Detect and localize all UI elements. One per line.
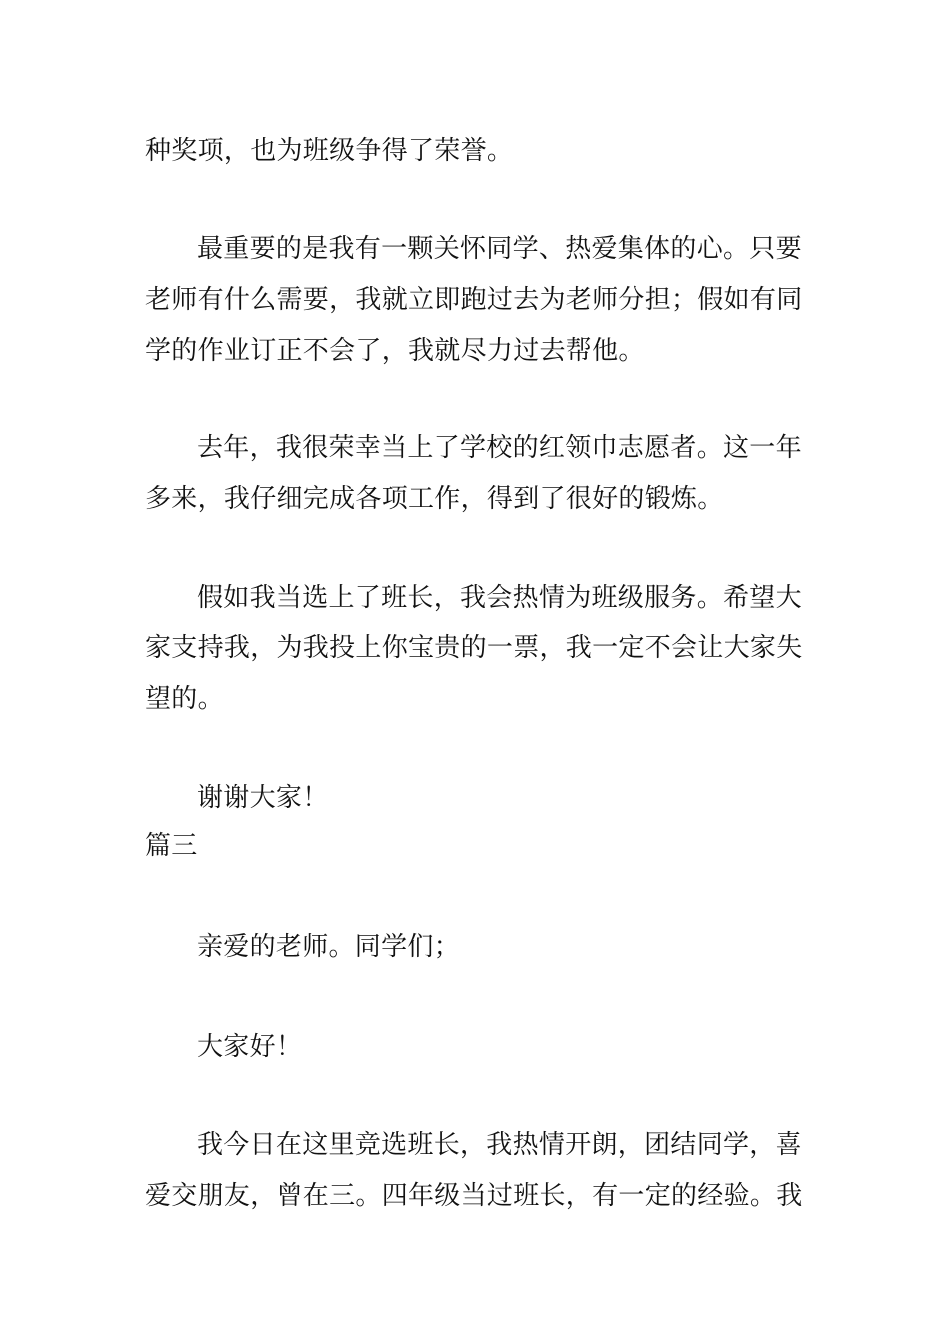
text-line: 种奖项，也为班级争得了荣誉。 (145, 136, 514, 166)
text-line: 去年，我很荣幸当上了学校的红领巾志愿者。这一年 (197, 433, 802, 463)
text-line: 家支持我，为我投上你宝贵的一票，我一定不会让大家失 (145, 633, 803, 663)
text-line: 望的。 (145, 684, 224, 714)
text-line: 老师有什么需要，我就立即跑过去为老师分担；假如有同 (145, 285, 803, 315)
text-line: 大家好！ (197, 1032, 303, 1062)
text-line: 我今日在这里竞选班长，我热情开朗，团结同学，喜 (197, 1130, 802, 1160)
text-line: 学的作业订正不会了，我就尽力过去帮他。 (145, 336, 645, 366)
text-line: 多来，我仔细完成各项工作，得到了很好的锻炼。 (145, 484, 724, 514)
section-heading: 篇三 (145, 831, 198, 861)
text-line: 谢谢大家！ (197, 783, 329, 813)
text-line: 最重要的是我有一颗关怀同学、热爱集体的心。只要 (197, 234, 802, 264)
text-line: 假如我当选上了班长，我会热情为班级服务。希望大 (197, 583, 802, 613)
text-line: 亲爱的老师。同学们； (197, 932, 461, 962)
text-line: 爱交朋友，曾在三。四年级当过班长，有一定的经验。我 (145, 1181, 803, 1211)
